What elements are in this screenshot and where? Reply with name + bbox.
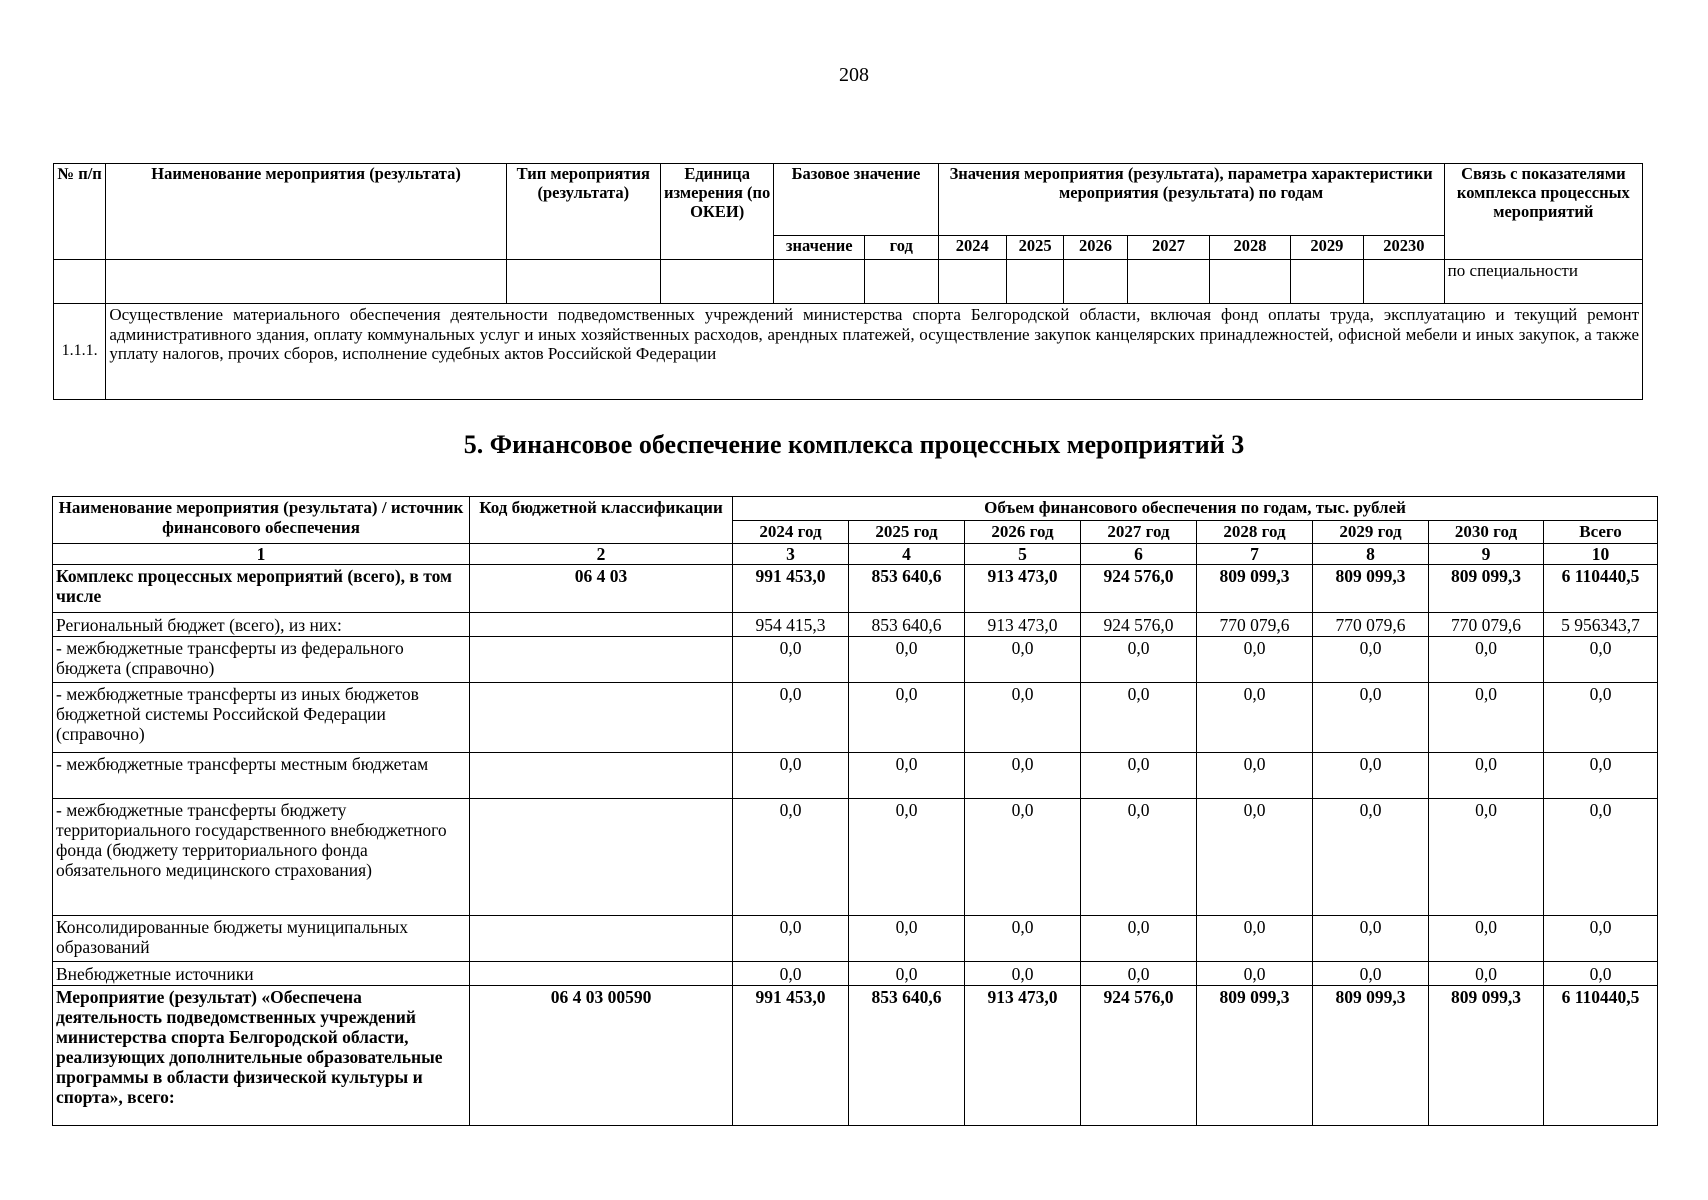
table-row: [53, 612, 1658, 636]
row-value: 0,0: [733, 961, 849, 985]
row-name: - межбюджетные трансферты местным бюджетам: [53, 752, 470, 798]
row-value: 913 473,0: [965, 564, 1081, 612]
row-value: 853 640,6: [849, 564, 965, 612]
row-name: - межбюджетные трансферты из федерального бюджета (справочно): [53, 636, 470, 682]
row-value: 0,0: [1081, 798, 1197, 915]
empty-cell: [54, 260, 106, 304]
header-year: 2024 год: [733, 521, 849, 544]
row-code: [470, 682, 733, 752]
header-volume: Объем финансового обеспечения по годам, тыс. рублей: [733, 497, 1658, 521]
empty-cell: [1006, 260, 1063, 304]
row-value: 0,0: [965, 752, 1081, 798]
header-year: 2027: [1127, 236, 1210, 260]
row-value: 0,0: [1429, 636, 1544, 682]
row-value: 0,0: [1429, 682, 1544, 752]
header-year: 2026: [1064, 236, 1127, 260]
header-year: 2030 год: [1429, 521, 1544, 544]
header-num: № п/п: [54, 164, 106, 260]
row-value: 0,0: [733, 682, 849, 752]
table-row: [53, 564, 1658, 612]
row-value: 809 099,3: [1313, 564, 1429, 612]
header-year: 2028 год: [1197, 521, 1313, 544]
row-value: 0,0: [1197, 636, 1313, 682]
header-base-year: год: [865, 236, 938, 260]
row-name: Внебюджетные источники: [53, 961, 470, 985]
empty-cell: [1064, 260, 1127, 304]
empty-cell: [1127, 260, 1210, 304]
table-row: [53, 798, 1658, 915]
row-value: 0,0: [1429, 961, 1544, 985]
column-index: 6: [1081, 543, 1197, 564]
row-value: 0,0: [1429, 752, 1544, 798]
header-code: Код бюджетной классификации: [470, 497, 733, 544]
column-index: 10: [1544, 543, 1658, 564]
row-name: Консолидированные бюджеты муниципальных образований: [53, 915, 470, 961]
financing-table: [52, 496, 1658, 1126]
row-value: 853 640,6: [849, 985, 965, 1125]
row-value: 913 473,0: [965, 612, 1081, 636]
header-year: 2025 год: [849, 521, 965, 544]
column-index: 7: [1197, 543, 1313, 564]
empty-cell: [774, 260, 865, 304]
row-value: 0,0: [1081, 636, 1197, 682]
row-name: - межбюджетные трансферты из иных бюджетов бюджетной системы Российской Федерации (справочно): [53, 682, 470, 752]
row-code: 06 4 03 00590: [470, 985, 733, 1125]
row-code: [470, 961, 733, 985]
row-code: [470, 915, 733, 961]
row-total: 0,0: [1544, 915, 1658, 961]
row-value: 0,0: [1313, 752, 1429, 798]
table-row: [53, 752, 1658, 798]
link-continuation: по специальности: [1444, 260, 1642, 304]
header-base-value: значение: [774, 236, 865, 260]
empty-cell: [106, 260, 507, 304]
row-value: 0,0: [1081, 752, 1197, 798]
row-total: 0,0: [1544, 798, 1658, 915]
row-value: 0,0: [733, 915, 849, 961]
row-value: 0,0: [965, 636, 1081, 682]
column-index: 3: [733, 543, 849, 564]
row-total: 0,0: [1544, 682, 1658, 752]
column-index: 2: [470, 543, 733, 564]
header-name: Наименование мероприятия (результата) / источник финансового обеспечения: [53, 497, 470, 544]
row-value: 0,0: [849, 915, 965, 961]
row-value: 0,0: [965, 961, 1081, 985]
empty-cell: [865, 260, 938, 304]
row-value: 0,0: [1313, 682, 1429, 752]
row-value: 0,0: [1081, 961, 1197, 985]
row-code: [470, 636, 733, 682]
row-name: Региональный бюджет (всего), из них:: [53, 612, 470, 636]
row-value: 0,0: [1197, 915, 1313, 961]
row-value: 0,0: [1429, 915, 1544, 961]
row-value: 0,0: [1313, 961, 1429, 985]
row-value: 0,0: [849, 798, 965, 915]
row-total: 0,0: [1544, 961, 1658, 985]
row-total: 0,0: [1544, 636, 1658, 682]
row-value: 991 453,0: [733, 985, 849, 1125]
row-value: 0,0: [849, 752, 965, 798]
row-value: 0,0: [733, 636, 849, 682]
empty-cell: [1210, 260, 1291, 304]
empty-cell: [1364, 260, 1445, 304]
row-name: Комплекс процессных мероприятий (всего), в том числе: [53, 564, 470, 612]
row-value: 0,0: [849, 682, 965, 752]
row-value: 770 079,6: [1313, 612, 1429, 636]
header-year: 2024: [938, 236, 1006, 260]
activity-description: Осуществление материального обеспечения деятельности подведомственных учреждений министерства спорта Белгородской области, включая фонд оплаты труда, эксплуатацию и текущий ремонт административного здания, оплату коммунальных услуг и иных хозяйственных расходов, арендных платежей, осуществление закупок канцелярских принадлежностей, офисной мебели и иных закупок, а также уплату налогов, прочих сборов, исполнение судебных актов Российской Федерации: [106, 304, 1643, 400]
header-year: 2026 год: [965, 521, 1081, 544]
table-row: [53, 636, 1658, 682]
header-year: 2025: [1006, 236, 1063, 260]
row-value: 0,0: [733, 752, 849, 798]
row-total: 5 956343,7: [1544, 612, 1658, 636]
row-value: 0,0: [1313, 636, 1429, 682]
header-name: Наименование мероприятия (результата): [106, 164, 507, 260]
row-total: 6 110440,5: [1544, 564, 1658, 612]
row-code: [470, 612, 733, 636]
row-value: 0,0: [1429, 798, 1544, 915]
row-name: Мероприятие (результат) «Обеспечена деятельность подведомственных учреждений министерства спорта Белгородской области, реализующих дополнительные образовательные программы в области физической культуры и спорта», всего:: [53, 985, 470, 1125]
row-value: 809 099,3: [1313, 985, 1429, 1125]
row-code: [470, 798, 733, 915]
header-link: Связь с показателями комплекса процессных мероприятий: [1444, 164, 1642, 260]
empty-cell: [660, 260, 774, 304]
row-value: 853 640,6: [849, 612, 965, 636]
row-value: 924 576,0: [1081, 564, 1197, 612]
row-value: 0,0: [849, 961, 965, 985]
empty-cell: [1290, 260, 1363, 304]
row-value: 913 473,0: [965, 985, 1081, 1125]
row-name: - межбюджетные трансферты бюджету территориального государственного внебюджетного фонда (бюджету территориального фонда обязательного медицинского страхования): [53, 798, 470, 915]
table-row: [53, 915, 1658, 961]
activities-table: [53, 163, 1643, 400]
column-index: 4: [849, 543, 965, 564]
header-year: 2027 год: [1081, 521, 1197, 544]
row-value: 954 415,3: [733, 612, 849, 636]
row-value: 0,0: [965, 798, 1081, 915]
row-value: 924 576,0: [1081, 612, 1197, 636]
row-value: 0,0: [1081, 915, 1197, 961]
row-value: 0,0: [965, 915, 1081, 961]
row-value: 0,0: [1081, 682, 1197, 752]
header-base: Базовое значение: [774, 164, 938, 236]
row-value: 770 079,6: [1197, 612, 1313, 636]
row-value: 0,0: [1313, 798, 1429, 915]
page-number: 208: [839, 64, 869, 86]
header-year: 2028: [1210, 236, 1291, 260]
column-index: 8: [1313, 543, 1429, 564]
header-unit: Единица измерения (по ОКЕИ): [660, 164, 774, 260]
row-value: 0,0: [849, 636, 965, 682]
row-value: 0,0: [1197, 752, 1313, 798]
header-year: 2029 год: [1313, 521, 1429, 544]
header-values: Значения мероприятия (результата), параметра характеристики мероприятия (результата) по годам: [938, 164, 1444, 236]
row-value: 809 099,3: [1197, 564, 1313, 612]
row-value: 924 576,0: [1081, 985, 1197, 1125]
row-value: 0,0: [1313, 915, 1429, 961]
column-index: 9: [1429, 543, 1544, 564]
row-value: 0,0: [965, 682, 1081, 752]
empty-cell: [506, 260, 660, 304]
table-row: [53, 682, 1658, 752]
row-value: 0,0: [733, 798, 849, 915]
row-total: 0,0: [1544, 752, 1658, 798]
header-year: 2029: [1290, 236, 1363, 260]
column-index: 5: [965, 543, 1081, 564]
row-value: 0,0: [1197, 798, 1313, 915]
row-value: 0,0: [1197, 961, 1313, 985]
header-type: Тип мероприятия (результата): [506, 164, 660, 260]
header-total: Всего: [1544, 521, 1658, 544]
row-code: [470, 752, 733, 798]
row-value: 809 099,3: [1429, 985, 1544, 1125]
row-value: 770 079,6: [1429, 612, 1544, 636]
row-value: 0,0: [1197, 682, 1313, 752]
row-number: 1.1.1.: [54, 304, 106, 400]
column-index: 1: [53, 543, 470, 564]
table-row: [53, 961, 1658, 985]
header-year: 20230: [1364, 236, 1445, 260]
row-value: 809 099,3: [1429, 564, 1544, 612]
row-value: 809 099,3: [1197, 985, 1313, 1125]
empty-cell: [938, 260, 1006, 304]
table-row: [53, 985, 1658, 1125]
row-value: 991 453,0: [733, 564, 849, 612]
section-title: 5. Финансовое обеспечение комплекса процессных мероприятий 3: [463, 430, 1245, 459]
row-code: 06 4 03: [470, 564, 733, 612]
row-total: 6 110440,5: [1544, 985, 1658, 1125]
